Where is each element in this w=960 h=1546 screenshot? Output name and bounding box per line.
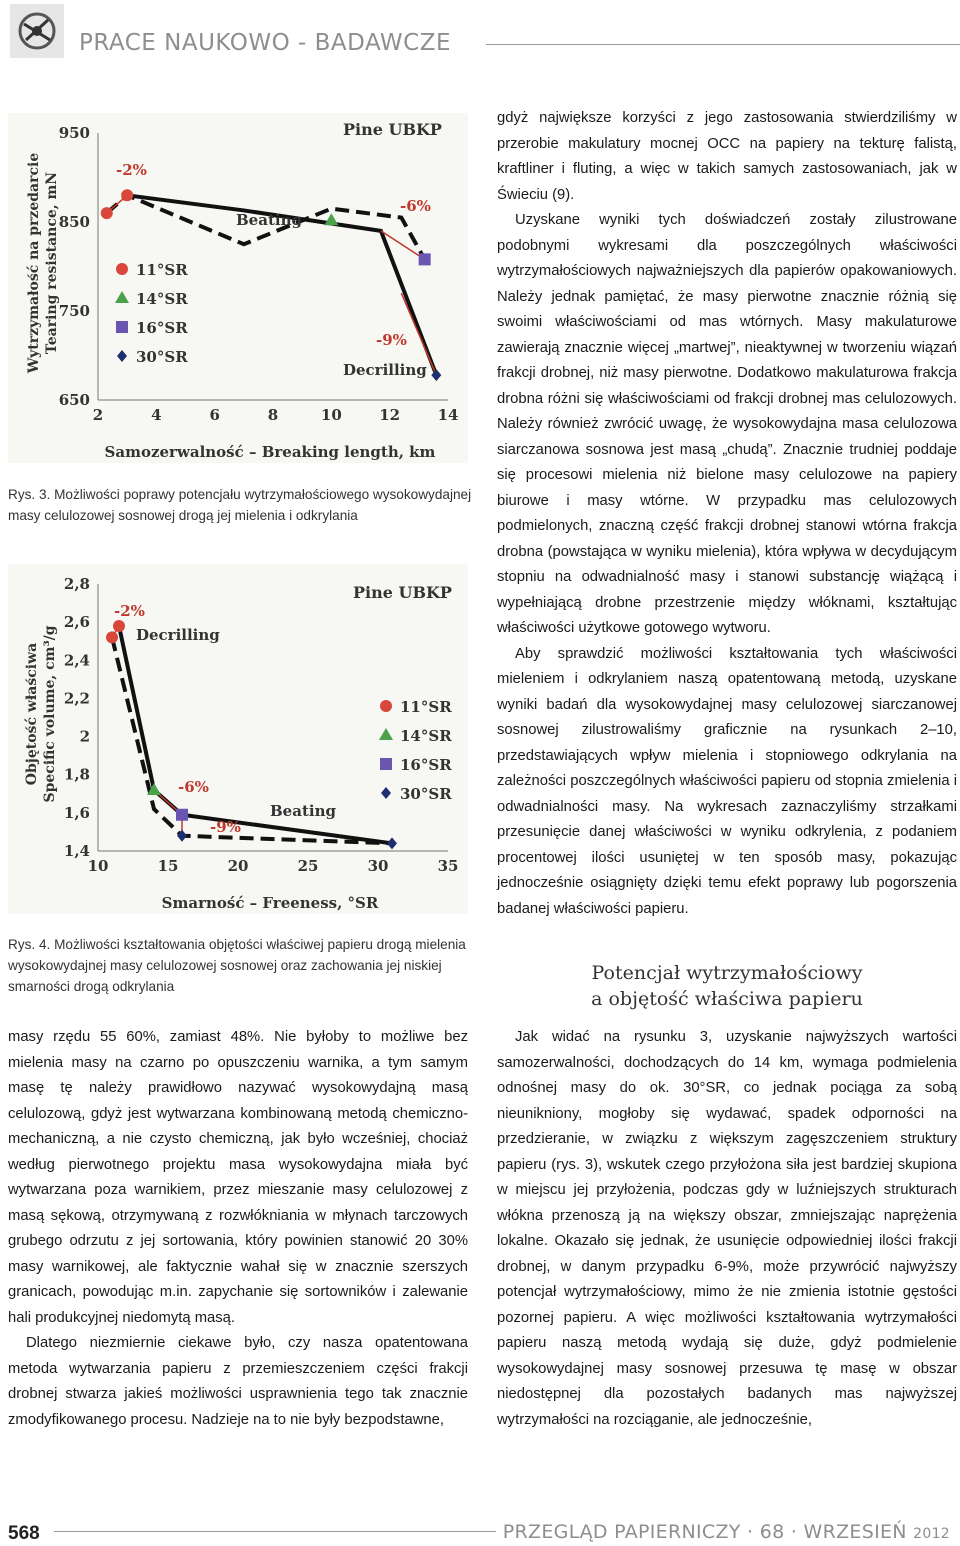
right-column-top bbox=[497, 106, 957, 922]
x-tick-label: 4 bbox=[151, 406, 162, 424]
figure-3-chart bbox=[8, 113, 468, 463]
y-tick-label: 2,2 bbox=[63, 689, 90, 708]
label-minus-2: -2% bbox=[116, 161, 147, 179]
legend-label: 16°SR bbox=[400, 756, 452, 774]
y-tick-label: 2,8 bbox=[63, 575, 90, 593]
label-decrilling: Decrilling bbox=[343, 361, 427, 379]
x-tick-label: 35 bbox=[437, 857, 459, 875]
data-point bbox=[121, 189, 133, 201]
right-paragraph-3: Aby sprawdzić możliwości kształtowania tych właściwości mieleniem i odkrylaniem naszą opatentowaną metodą, uzyskane wyniki badań dla wysokowydajnej masy celulozowej siarczanowej sosnowej zilustrowaliśmy graficznie na rysunkach 2–10, przedstawiających wpływ mielenia i stopniowego odkrylania na zależności poszczególnych właściwości papieru od stopnia zmielenia i odwadnialności masy. Na wykresach zaznaczyliśmy strzałkami przesunięcie danej właściwości w wyniku odkrylenia, z podaniem procentowej ilości usuniętej w ten sposób masy, pokazując jednocześnie osiągnięty dzięki temu efekt poprawy lub pogorszenia badanej właściwości papieru. bbox=[497, 645, 957, 917]
x-tick-label: 6 bbox=[209, 406, 220, 424]
y-tick-label: 2,4 bbox=[63, 651, 90, 670]
y-tick-label: 2 bbox=[79, 727, 90, 746]
y-tick-label: 2,6 bbox=[63, 613, 90, 632]
legend-label: 14°SR bbox=[136, 290, 188, 308]
figure-4 bbox=[8, 564, 468, 914]
legend-label: 30°SR bbox=[400, 785, 452, 803]
footer-volume: 68 bbox=[759, 1521, 785, 1543]
x-tick-label: 10 bbox=[320, 406, 342, 424]
logo-mark-icon bbox=[10, 4, 64, 58]
data-point bbox=[113, 620, 125, 632]
x-tick-label: 25 bbox=[297, 857, 319, 875]
legend-label: 16°SR bbox=[136, 319, 188, 337]
label-beating: Beating bbox=[236, 211, 302, 229]
y-tick-label: 950 bbox=[58, 124, 90, 142]
x-tick-label: 15 bbox=[157, 857, 179, 875]
label-minus-9: -9% bbox=[376, 331, 407, 349]
legend-label: 11°SR bbox=[136, 261, 188, 279]
x-tick-label: 8 bbox=[267, 406, 279, 424]
legend-marker bbox=[116, 321, 128, 333]
footer-year: 2012 bbox=[913, 1526, 950, 1542]
left-paragraph-1: masy rzędu 55 60%, zamiast 48%. Nie byłoby to możliwe bez mielenia masy na czarno po opuszczeniu warnika, a tym samym masę tę należy prawidłowo nazywać wysokowydajną masą celulozową, gdyż jest wytwarzana kombinowaną metodą chemiczno-mechaniczną, a nie czysto chemiczną, jak było wcześniej, chociaż według pierwotnego projektu masa wysokowydajna miała być wytwarzana poza warnikiem, przez mieszanie masy celulozowej z masą sękową, otrzymywaną z rozwłókniania w młynach tarczowych grubego odrzutu z jej sortowania, który powinien stanowić 20 30% masy warnikowej, ale faktycznie wahał się w znacznie szerszych granicach, powodując m.in. zapychanie się sortowników i zalewanie hali produkcyjnej niedomytą masą. bbox=[8, 1029, 468, 1326]
data-point bbox=[419, 253, 431, 265]
x-axis-label: Samozerwalność – Breaking length, km bbox=[104, 443, 436, 461]
label-minus-6: -6% bbox=[178, 778, 209, 796]
label-minus-2: -2% bbox=[114, 602, 145, 620]
figure-4-chart bbox=[8, 564, 468, 914]
footer-rule bbox=[54, 1531, 496, 1532]
x-tick-label: 2 bbox=[92, 406, 104, 424]
y-tick-label: 1,4 bbox=[63, 842, 90, 860]
left-paragraph-2: Dlatego niezmiernie ciekawe było, czy nasza opatentowana metoda wytwarzania papieru z przemieszczeniem części frakcji drobnej stwarza jakieś możliwości usprawnienia tego tak znacznie zmodyfikowanego procesu. Nadzieje na to nie były bezpodstawne, bbox=[8, 1335, 468, 1428]
legend-marker bbox=[380, 758, 392, 770]
y-axis-label-pl: Objętość właściwa bbox=[24, 642, 40, 786]
chart-title: Pine UBKP bbox=[353, 583, 452, 602]
figure-4-caption: Rys. 4. Możliwości kształtowania objętości właściwej papieru drogą mielenia wysokowydajnej masy celulozowej sosnowej oraz zachowania jej niskiej smarności drogą odkrylania bbox=[8, 937, 466, 994]
left-column bbox=[8, 1025, 468, 1433]
y-tick-label: 1,6 bbox=[63, 803, 90, 822]
section-title: PRACE NAUKOWO - BADAWCZE bbox=[79, 30, 452, 56]
data-point bbox=[106, 631, 118, 643]
x-tick-label: 20 bbox=[227, 857, 249, 875]
y-axis-label-pl: Wytrzymałość na przedarcie bbox=[26, 152, 42, 374]
footer-journal-name: PRZEGLĄD PAPIERNICZY bbox=[502, 1521, 741, 1543]
y-tick-label: 750 bbox=[58, 302, 90, 320]
right-paragraph-4: Jak widać na rysunku 3, uzyskanie najwyższych wartości samozerwalności, dochodzących do 14 km, wymaga podmielenia odnośnej masy do ok. 30°SR, co jednak pociąga za sobą nieunikniony, mogłoby się wydawać, spadek odporności na przedzieranie, w związku z większym zagęszczeniem struktury papieru (rys. 3), wskutek czego przyłożona siła jest bardziej skupiona w miejscu jej przyłożenia, podczas gdy w luźniejszych strukturach włókna przenoszą ją na większy obszar, zmniejszając naprężenia lokalne. Okazało się jednak, że usunięcie odpowiedniej ilości frakcji drobnej, w danym przypadku 6-9%, może przywrócić najwyższy potencjał wytrzymałościowy, mimo że nie zmienia istotnie gęstości pozornej papieru. A więc możliwości kształtowania wytrzymałości papieru naszą metodą wydają się duże, gdyż podmielenie wysokowydajnej masy sosnowej przesuwa tę masę w obszar niedostępnej dla pozostałych badanych mas najwyższej wytrzymałości na rozciąganie, ale jednocześnie, bbox=[497, 1029, 957, 1428]
legend-label: 30°SR bbox=[136, 348, 188, 366]
header-rule bbox=[486, 44, 960, 45]
label-minus-9: -9% bbox=[210, 818, 241, 836]
figure-3 bbox=[8, 113, 468, 463]
label-minus-6: -6% bbox=[400, 197, 431, 215]
right-paragraph-2: Uzyskane wyniki tych doświadczeń zostały zilustrowane podobnymi wykresami dla poszczególnych właściwości wytrzymałościowych najważniejszych dla papierów opakowaniowych. Należy jednak pamiętać, że masy pierwotne znacznie różnią się swoimi właściwościami od mas wtórnych. Masy makulaturowe zawierają znacznie więcej „martwej”, nieaktywnej w tworzeniu wiązań frakcji drobnej, niż masy pierwotne. Dodatkowo makulaturowa frakcja drobna różni się właściwościami od frakcji drobnej mas celulozowych. Należy również zwrócić uwagę, że wysokowydajna masa celulozowa siarczanowa sosnowa jest masą „chudą”. Znacznie trudniej poddaje się procesowi mielenia niż bielone masy celulozowe na papiery biurowe i masy wtórne. W przypadku mas celulozowych podmielonych, znaczną część frakcji drobnej stanowi wtórna frakcja drobna (powstająca w wyniku mielenia), która wpływa w decydującym stopniu na odwadnialność masy i stanowi substancję wiążącą i wypełniającą drobne przestrzenie między włóknami, kształtując właściwości użytkowe gotowego wytworu. bbox=[497, 212, 957, 636]
y-tick-label: 1,8 bbox=[63, 765, 90, 784]
right-paragraph-1: gdyż największe korzyści z jego zastosowania stwierdziliśmy w przerobie makulatury mocnej OCC na papiery na tekturę falistą, kraftliner i fluting, a więc w takich samych zastosowaniach, jak w Świeciu (9). bbox=[497, 110, 957, 203]
legend-marker bbox=[380, 700, 392, 712]
section-heading-line-1: Potencjał wytrzymałościowy bbox=[591, 962, 863, 984]
data-point bbox=[101, 207, 113, 219]
legend-marker bbox=[116, 263, 128, 275]
footer-month: WRZESIEŃ bbox=[803, 1521, 907, 1543]
label-decrilling: Decrilling bbox=[136, 626, 220, 644]
x-tick-label: 30 bbox=[367, 857, 389, 875]
chart-title: Pine UBKP bbox=[343, 120, 442, 139]
x-tick-label: 14 bbox=[437, 406, 459, 424]
footer-journal-info: PRZEGLĄD PAPIERNICZY · 68 · WRZESIEŃ 2012 bbox=[502, 1521, 950, 1543]
y-axis-label-en: Specific volume, cm³/g bbox=[42, 625, 58, 803]
legend-label: 11°SR bbox=[400, 698, 452, 716]
page-number: 568 bbox=[8, 1523, 40, 1544]
y-axis-label-en: Tearing resistance, mN bbox=[44, 171, 60, 355]
right-column-bottom bbox=[497, 1025, 957, 1433]
x-tick-label: 10 bbox=[87, 857, 109, 875]
x-axis-label: Smarność – Freeness, °SR bbox=[161, 894, 379, 912]
y-tick-label: 850 bbox=[58, 213, 90, 231]
data-point bbox=[176, 809, 188, 821]
legend-label: 14°SR bbox=[400, 727, 452, 745]
section-heading bbox=[497, 960, 957, 1012]
x-tick-label: 12 bbox=[379, 406, 401, 424]
y-tick-label: 650 bbox=[58, 391, 90, 409]
section-heading-line-2: a objętość właściwa papieru bbox=[591, 988, 863, 1010]
figure-3-caption: Rys. 3. Możliwości poprawy potencjału wytrzymałościowego wysokowydajnej masy celulozowej sosnowej drogą jej mielenia i odkrylania bbox=[8, 487, 472, 523]
label-beating: Beating bbox=[270, 802, 336, 820]
journal-logo bbox=[10, 4, 64, 58]
